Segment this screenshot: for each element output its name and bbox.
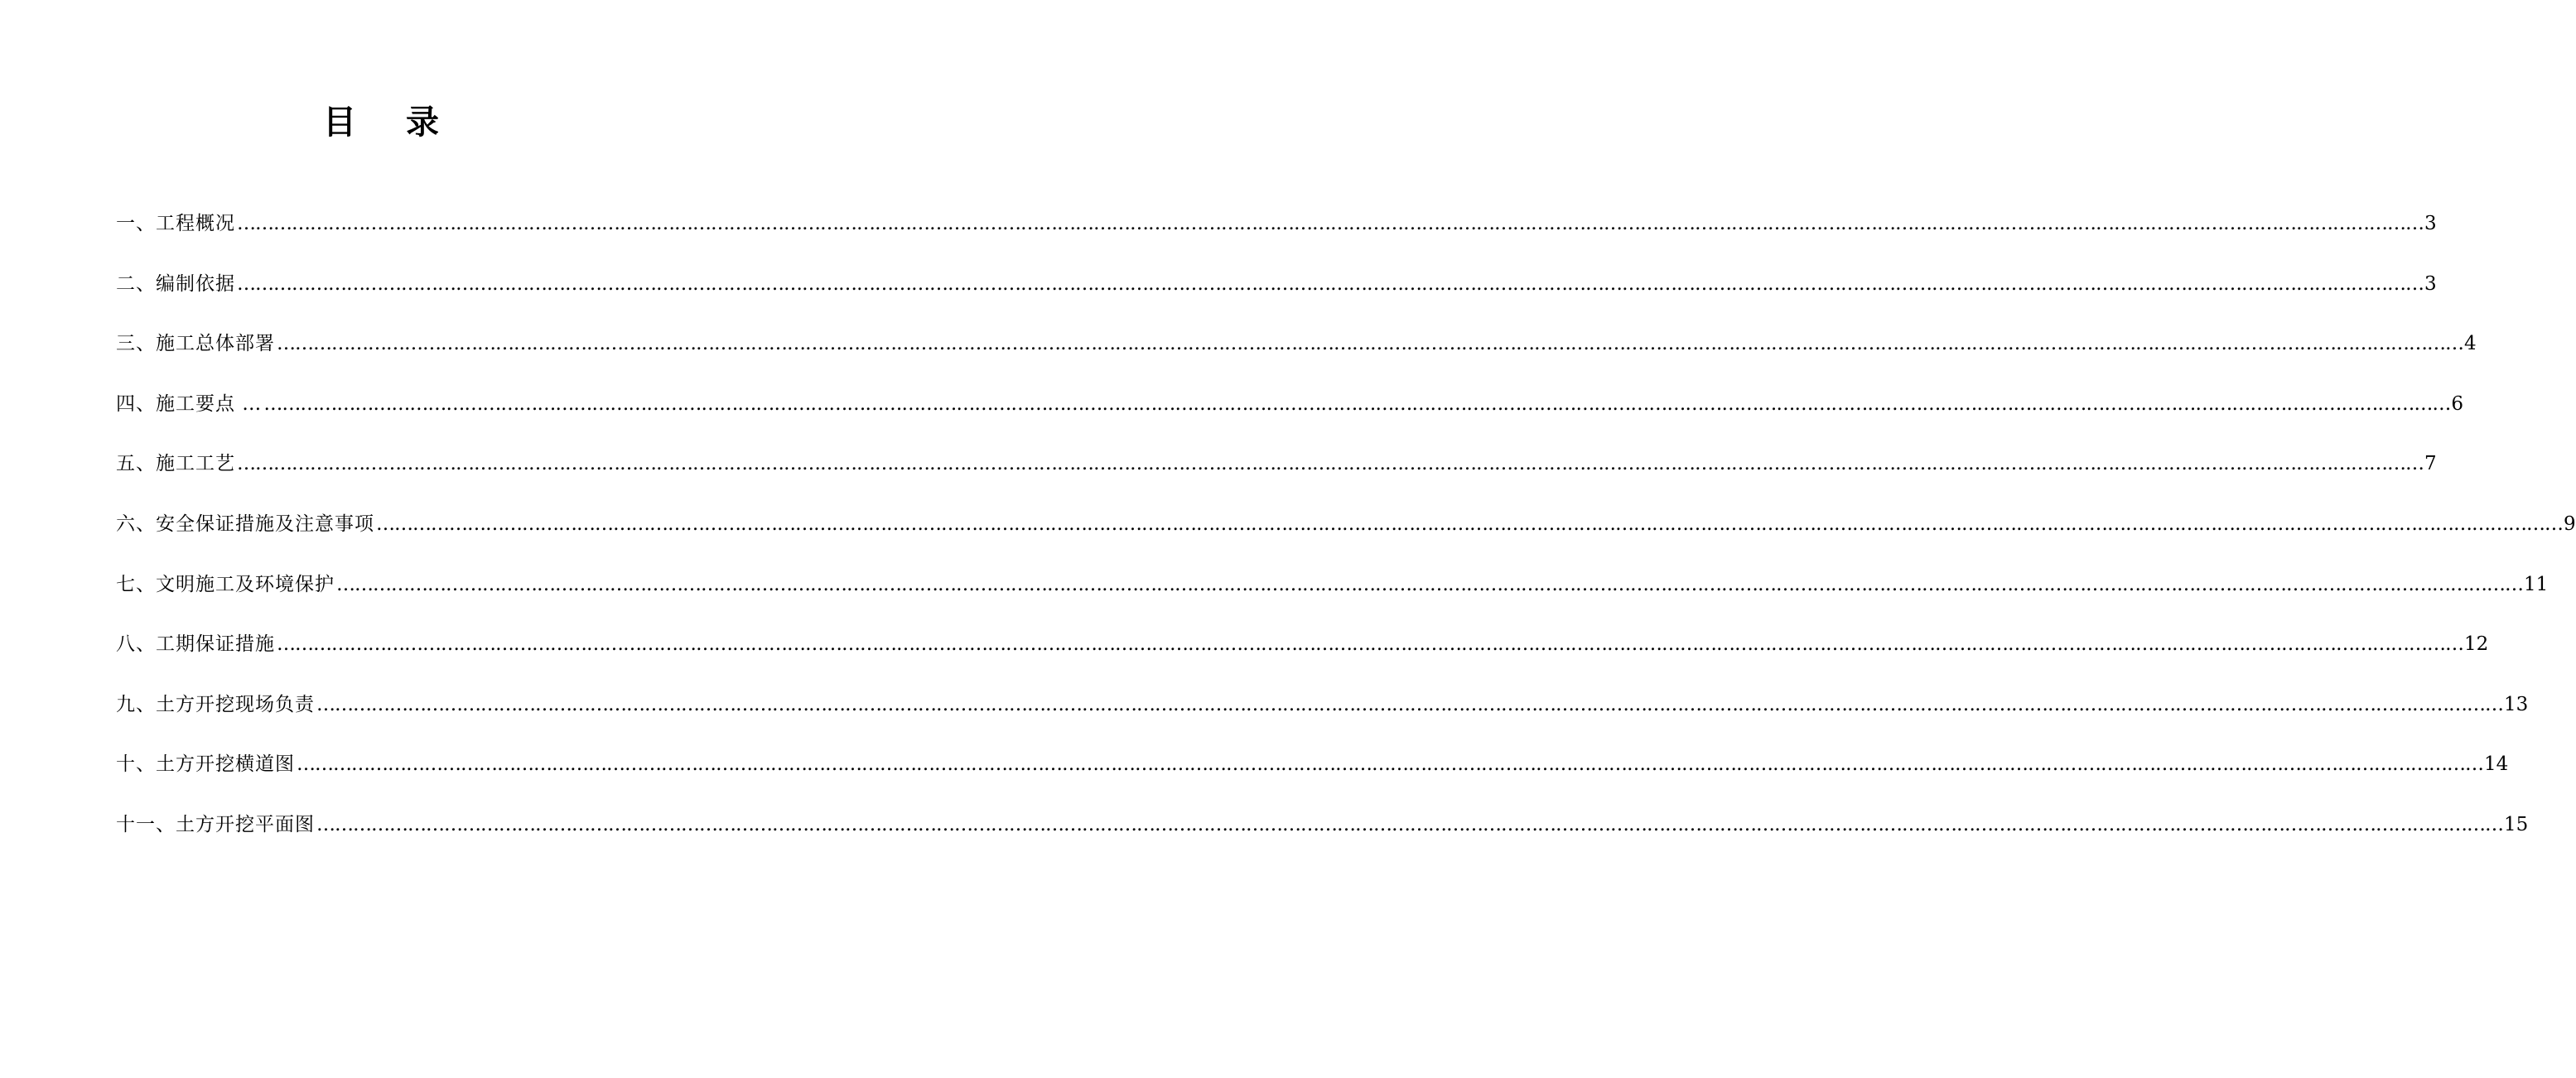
toc-entry-label: 六、安全保证措施及注意事项	[116, 513, 374, 535]
toc-entry-3[interactable]	[116, 322, 2477, 383]
toc-leader-dots: ………………………………………………………………………………………………………………………………………………………………………………………………………………………………………………………………………………………………………………………………	[376, 513, 2563, 535]
toc-entry-label: 七、文明施工及环境保护	[116, 573, 335, 595]
toc-entry-page: 11	[2524, 573, 2549, 595]
toc-entry-page: 15	[2504, 813, 2529, 835]
toc-entry-page: 4	[2464, 333, 2477, 355]
toc-entry-6[interactable]	[116, 503, 2576, 563]
toc-leader-dots: ………………………………………………………………………………………………………………………………………………………………………………………………………………………………………………………………………………………………………………………………	[263, 392, 2451, 415]
toc-leader-dots: ………………………………………………………………………………………………………………………………………………………………………………………………………………………………………………………………………………………………………………………………	[277, 333, 2463, 355]
toc-entry-7[interactable]	[116, 563, 2549, 623]
toc-entry-label: 三、施工总体部署	[116, 333, 275, 355]
toc-leader-dots: ………………………………………………………………………………………………………………………………………………………………………………………………………………………………………………………………………………………………………………………………	[336, 573, 2523, 595]
toc-entry-1[interactable]	[116, 202, 2437, 262]
toc-entry-8[interactable]	[116, 623, 2489, 683]
toc-entry-label: 一、工程概况	[116, 213, 235, 234]
toc-entry-10[interactable]	[116, 743, 2509, 803]
toc-leader-dots: ………………………………………………………………………………………………………………………………………………………………………………………………………………………………………………………………………………………………………………………………	[316, 813, 2503, 835]
toc-entry-label: 五、施工工艺	[116, 453, 235, 475]
title-char-1: 目	[323, 103, 356, 142]
table-of-contents	[116, 202, 2576, 864]
toc-leader-dots: ………………………………………………………………………………………………………………………………………………………………………………………………………………………………………………………………………………………………………………………………	[277, 633, 2463, 656]
toc-entry-label: 八、工期保证措施	[116, 633, 275, 656]
toc-leader-dots: ………………………………………………………………………………………………………………………………………………………………………………………………………………………………………………………………………………………………………………………………	[237, 453, 2424, 475]
toc-entry-page: 7	[2424, 453, 2437, 475]
toc-entry-5[interactable]	[116, 442, 2437, 503]
toc-entry-page: 6	[2451, 392, 2463, 415]
toc-entry-page: 12	[2464, 633, 2489, 656]
toc-entry-page: 3	[2424, 213, 2437, 234]
toc-leader-dots: ………………………………………………………………………………………………………………………………………………………………………………………………………………………………………………………………………………………………………………………………	[237, 213, 2424, 234]
toc-entry-label: 九、土方开挖现场负责	[116, 693, 315, 715]
toc-entry-label: 十一、土方开挖平面图	[116, 813, 315, 835]
toc-leader-dots: ………………………………………………………………………………………………………………………………………………………………………………………………………………………………………………………………………………………………………………………………	[297, 753, 2483, 776]
toc-entry-page: 3	[2424, 272, 2437, 295]
toc-leader-dots: ………………………………………………………………………………………………………………………………………………………………………………………………………………………………………………………………………………………………………………………………	[237, 272, 2424, 295]
toc-entry-4[interactable]	[116, 383, 2463, 443]
toc-entry-label: 二、编制依据	[116, 272, 235, 295]
toc-entry-page: 13	[2504, 693, 2529, 715]
toc-leader-dots: ………………………………………………………………………………………………………………………………………………………………………………………………………………………………………………………………………………………………………………………………	[316, 693, 2503, 715]
toc-entry-2[interactable]	[116, 262, 2437, 323]
toc-entry-page: 14	[2484, 753, 2509, 776]
toc-entry-9[interactable]	[116, 683, 2529, 744]
toc-entry-label: 十、土方开挖横道图	[116, 753, 295, 776]
title-char-2: 录	[406, 103, 439, 142]
toc-entry-11[interactable]	[116, 803, 2529, 864]
toc-entry-page: 9	[2564, 513, 2576, 535]
toc-entry-label: 四、施工要点 …	[116, 392, 263, 415]
page-title	[0, 98, 762, 147]
